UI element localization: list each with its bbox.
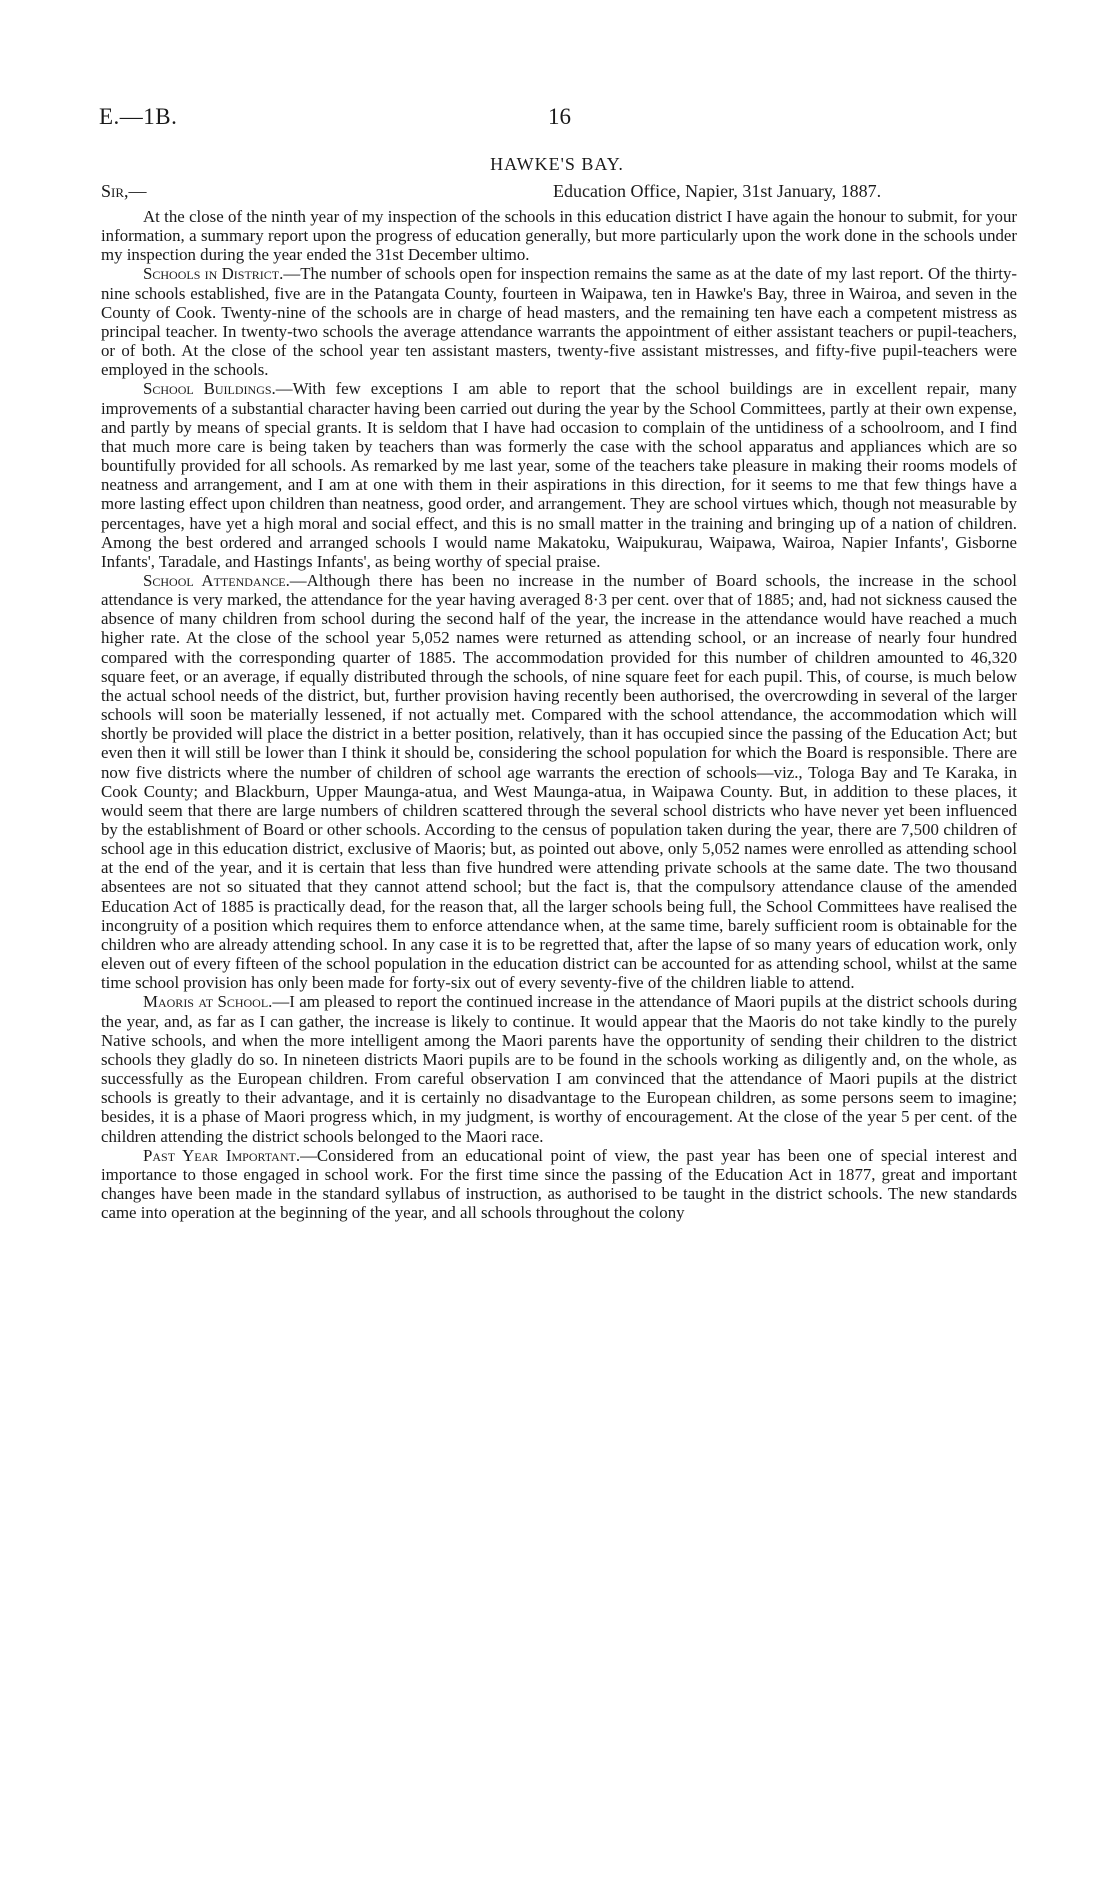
- paragraph-heading: Past Year Important.: [143, 1145, 301, 1165]
- paragraph-maoris-at-school: [101, 992, 1017, 1145]
- paragraph-school-attendance: [101, 571, 1017, 992]
- salutation: Sir,—: [101, 181, 147, 201]
- page-number: 16: [548, 104, 571, 129]
- paragraph-text: —I am pleased to report the continued increase in the attendance of Maori pupils at the district schools during the year, and, as far as I can gather, the increase is likely to continue. It would appear that the Maoris do not take kindly to the purely Native schools, and when the more intelligent among the Maori parents have the opportunity of sending their children to the district schools they gladly do so. In nineteen districts Maori pupils are to be found in the schools working as diligently and, on the whole, as successfully as the European children. From careful observation I am convinced that the attendance of Maori pupils at the district schools is greatly to their advantage, and it is certainly no disadvantage to the European children, as some persons seem to imagine; besides, it is a phase of Maori progress which, in my judgment, is worthy of encouragement. At the close of the year 5 per cent. of the children attending the district schools belonged to the Maori race.: [101, 992, 1018, 1146]
- paragraph-text: —The number of schools open for inspection remains the same as at the date of my last report. Of the thirty-nine schools established, five are in the Patangata County, fourteen in Waipawa, ten in Hawke's Bay, three in Wairoa, and seven in the County of Cook. Twenty-nine of the schools are in charge of head masters, and the remaining ten have each a competent mistress as principal teacher. In twenty-two schools the average attendance warrants the appointment of either assistant teachers or pupil-teachers, or of both. At the close of the school year ten assistant masters, twenty-five assistant mistresses, and fifty-five pupil-teachers were employed in the schools.: [101, 264, 1018, 380]
- paragraph-text: —With few exceptions I am able to report that the school buildings are in excellent repair, many improvements of a substantial character having been carried out during the year by the School Committees, partly at their own expense, and partly by means of special grants. It is seldom that I have had occasion to complain of the untidiness of a schoolroom, and I find that much more care is being taken by teachers than was formerly the case with the school apparatus and appliances which are so bountifully provided for all schools. As remarked by me last year, some of the teachers take pleasure in making their rooms models of neatness and arrangement, and I am at one with them in their aspirations in this direction, for it seems to me that few things have a more lasting effect upon children than neatness, good order, and arrangement. They are school virtues which, though not measurable by percentages, have yet a high moral and social effect, and this is no small matter in the training and bringing up of a nation of children. Among the best ordered and arranged schools I would name Makatoku, Waipukurau, Waipawa, Wairoa, Napier Infants', Gisborne Infants', Taradale, and Hastings Infants', as being worthy of special praise.: [101, 379, 1017, 571]
- paragraph-heading: Maoris at School.: [143, 992, 273, 1012]
- dateline: Education Office, Napier, 31st January, 1887.: [553, 181, 882, 201]
- paragraph-school-buildings: [101, 379, 1017, 571]
- paragraph-intro: [101, 207, 1017, 264]
- paragraph-text: —Considered from an educational point of view, the past year has been one of special interest and importance to those engaged in school work. For the first time since the passing of the Education Act in 1877, great and important changes have been made in the standard syllabus of instruction, as authorised to be taught in the district schools. The new standards came into operation at the beginning of the year, and all schools throughout the colony: [101, 1145, 1017, 1223]
- paragraph-text: —Although there has been no increase in the number of Board schools, the increase in the school attendance is very marked, the attendance for the year having averaged 8·3 per cent. over that of 1885; and, had not sickness caused the absence of many children from school during the second half of the year, the increase in the attendance would have reached a much higher rate. At the close of the school year 5,052 names were returned as attending school, or an increase of nearly four hundred compared with the corresponding quarter of 1885. The accommodation provided for this number of children amounted to 46,320 square feet, or an average, if equally distributed through the schools, of nine square feet for each pupil. This, of course, is much below the actual school needs of the district, but, further provision having recently been authorised, the overcrowding in several of the larger schools will soon be materially lessened, if not actually met. Compared with the school attendance, the accommodation which will shortly be provided will place the district in a better position, relatively, than it has occupied since the passing of the Education Act; but even then it will still be lower than I think it should be, considering the school population for which the Board is responsible. There are now five districts where the number of children of school age warrants the erection of schools—viz., Tologa Bay and Te Karaka, in Cook County; and Blackburn, Upper Maunga-atua, and West Maunga-atua, in Waipawa County. But, in addition to these places, it would seem that there are large numbers of children scattered through the several school districts who have never yet been influenced by the establishment of Board or other schools. According to the census of population taken during the year, there are 7,500 children of school age in this education district, exclusive of Maoris; but, as pointed out above, only 5,052 names were enrolled as attending school at the end of the year, and it is certain that less than five hundred were attending private schools at the same date. The two thousand absentees are not so situated that they cannot attend school; but the fact is, that the compulsory attendance clause of the amended Education Act of 1885 is practically dead, for the reason that, all the larger schools being full, the School Committees have realised the incongruity of a position which requires them to enforce attendance when, at the same time, barely sufficient room is obtainable for the children who are already attending school. In any case it is to be regretted that, after the lapse of so many years of education work, only eleven out of every fifteen of the school population in the education district can be accounted for as attending school, whilst at the same time school provision has only been made for forty-six out of every seventy-five of the children liable to attend.: [101, 570, 1017, 993]
- paragraph-schools-in-district: [101, 264, 1017, 379]
- paragraph-heading: School Attendance.: [143, 570, 290, 590]
- paragraph-heading: Schools in District.: [143, 264, 284, 284]
- paragraph-text: At the close of the ninth year of my inspection of the schools in this education district I have again the honour to submit, for your information, a summary report upon the progress of education generally, but more particularly upon the work done in the schools under my inspection during the year ended the 31st December ultimo.: [101, 207, 1017, 265]
- section-title: HAWKE'S BAY.: [490, 154, 624, 174]
- report-body: [101, 207, 1017, 1222]
- paragraph-past-year-important: [101, 1146, 1017, 1223]
- document-reference: E.—1B.: [99, 104, 178, 129]
- paragraph-heading: School Buildings.: [143, 379, 276, 399]
